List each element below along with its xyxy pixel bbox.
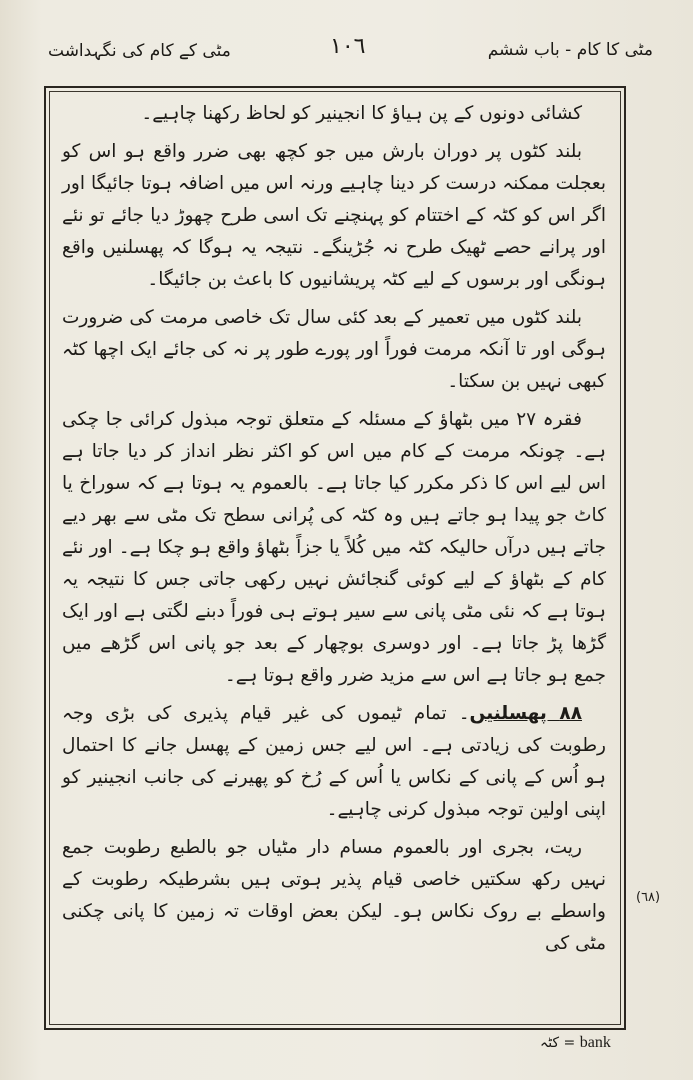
body-text: [62, 98, 606, 966]
paragraph: بلند کٹوں پر دوران بارش میں جو کچھ بھی ضرر واقع ہو اس کو بعجلت ممکنہ درست کر دینا چاہیے ورنہ اس میں اضافہ ہوتا جائیگا اور اگر اس کو کٹہ کے اختتام کو پہنچنے تک اسی طرح چھوڑ دیا جائے تو نئے اور پرانے حصے ٹھیک طرح نہ جُڑینگے۔ نتیجہ یہ ہوگا کہ پھسلنیں واقع ہونگی اور برسوں کے لیے کٹہ پریشانیوں کا باعث بن جائیگا۔: [62, 141, 606, 290]
text-frame: [44, 86, 626, 1030]
paragraph: ریت، بجری اور بالعموم مسام دار مٹیاں جو بالطبع رطوبت جمع نہیں رکھ سکتیں خاصی قیام پذیر ہوتی ہیں بشرطیکہ رطوبت کے واسطے بے روک نکاس ہو۔ لیکن بعض اوقات تہ زمین کا پانی چکنی مٹی کی: [62, 837, 606, 954]
section-88-text: ۔ تمام ٹیموں کی غیر قیام پذیری کی بڑی وجہ رطوبت کی زیادتی ہے۔ اس لیے جس زمین کے پھسل جانے کا احتمال ہو اُس کے: [62, 703, 606, 788]
page-header: [40, 30, 653, 70]
header-right-title: مٹی کا کام - باب ششم: [487, 40, 653, 60]
paragraph-continuation: پانی کے نکاس یا اُس کے رُخ کو پھیرنے کی جانب انجینیر کو اپنی اولین توجہ مبذول کرنی چاہیے۔: [62, 767, 606, 820]
footnote-marker: =: [563, 1035, 576, 1051]
paragraph: بلند کٹوں میں تعمیر کے بعد کئی سال تک خاصی مرمت کی ضرورت ہوگی اور تا آنکہ مرمت فوراً اور پورے طور پر نہ کی جائے ایک اچھا کٹہ کبھی نہیں بن سکتا۔: [62, 307, 606, 392]
header-left-title: مٹی کے کام کی نگہداشت: [48, 41, 231, 61]
section-88-label: ٨٨ پھسلنیں: [469, 703, 582, 724]
margin-number: (٦٨): [636, 890, 661, 905]
paragraph: کشائی دونوں کے پن ہیاؤ کا انجینیر کو لحاظ رکھنا چاہیے۔: [141, 103, 582, 124]
paragraph: فقرہ ٢٧ میں بٹھاؤ کے مسئلہ کے متعلق توجہ مبذول کرائی جا چکی ہے۔ چونکہ مرمت کے کام میں اس کو اکثر نظر انداز کر دیا جاتا ہے اس لیے اس کا ذکر مکرر کیا جاتا ہے۔ بالعموم یہ ہوتا ہے کہ سوراخ یا کاٹ جو پیدا ہو جاتے ہیں وہ کٹہ کی پُرانی سطح تک مٹی سے بھر دیے جاتے ہیں درآں حالیکہ کٹہ میں کُلاً یا جزاً بٹھاؤ واقع ہو چکا ہے۔ اور نئے کام کے بٹھاؤ کے لیے کوئی گنجائش نہیں رکھی جاتی جس کا نتیجہ یہ ہوتا ہے کہ نئی مٹی پانی سے سیر ہوتے ہی فوراً دبنے لگتی ہے اور ایک گڑھا پڑ جاتا ہے۔ اور دوسری بوچھار کے بعد جو پانی اس گڑھے میں جمع ہو جاتا ہے اس سے مزید ضرر واقع ہوتا ہے۔: [62, 409, 606, 686]
page-number: ١٠٦: [330, 34, 366, 59]
footnote-urdu: کٹہ: [540, 1035, 560, 1051]
section-88-paragraph: [62, 698, 606, 826]
footnote: [540, 1034, 611, 1052]
footnote-english: bank: [579, 1034, 611, 1051]
